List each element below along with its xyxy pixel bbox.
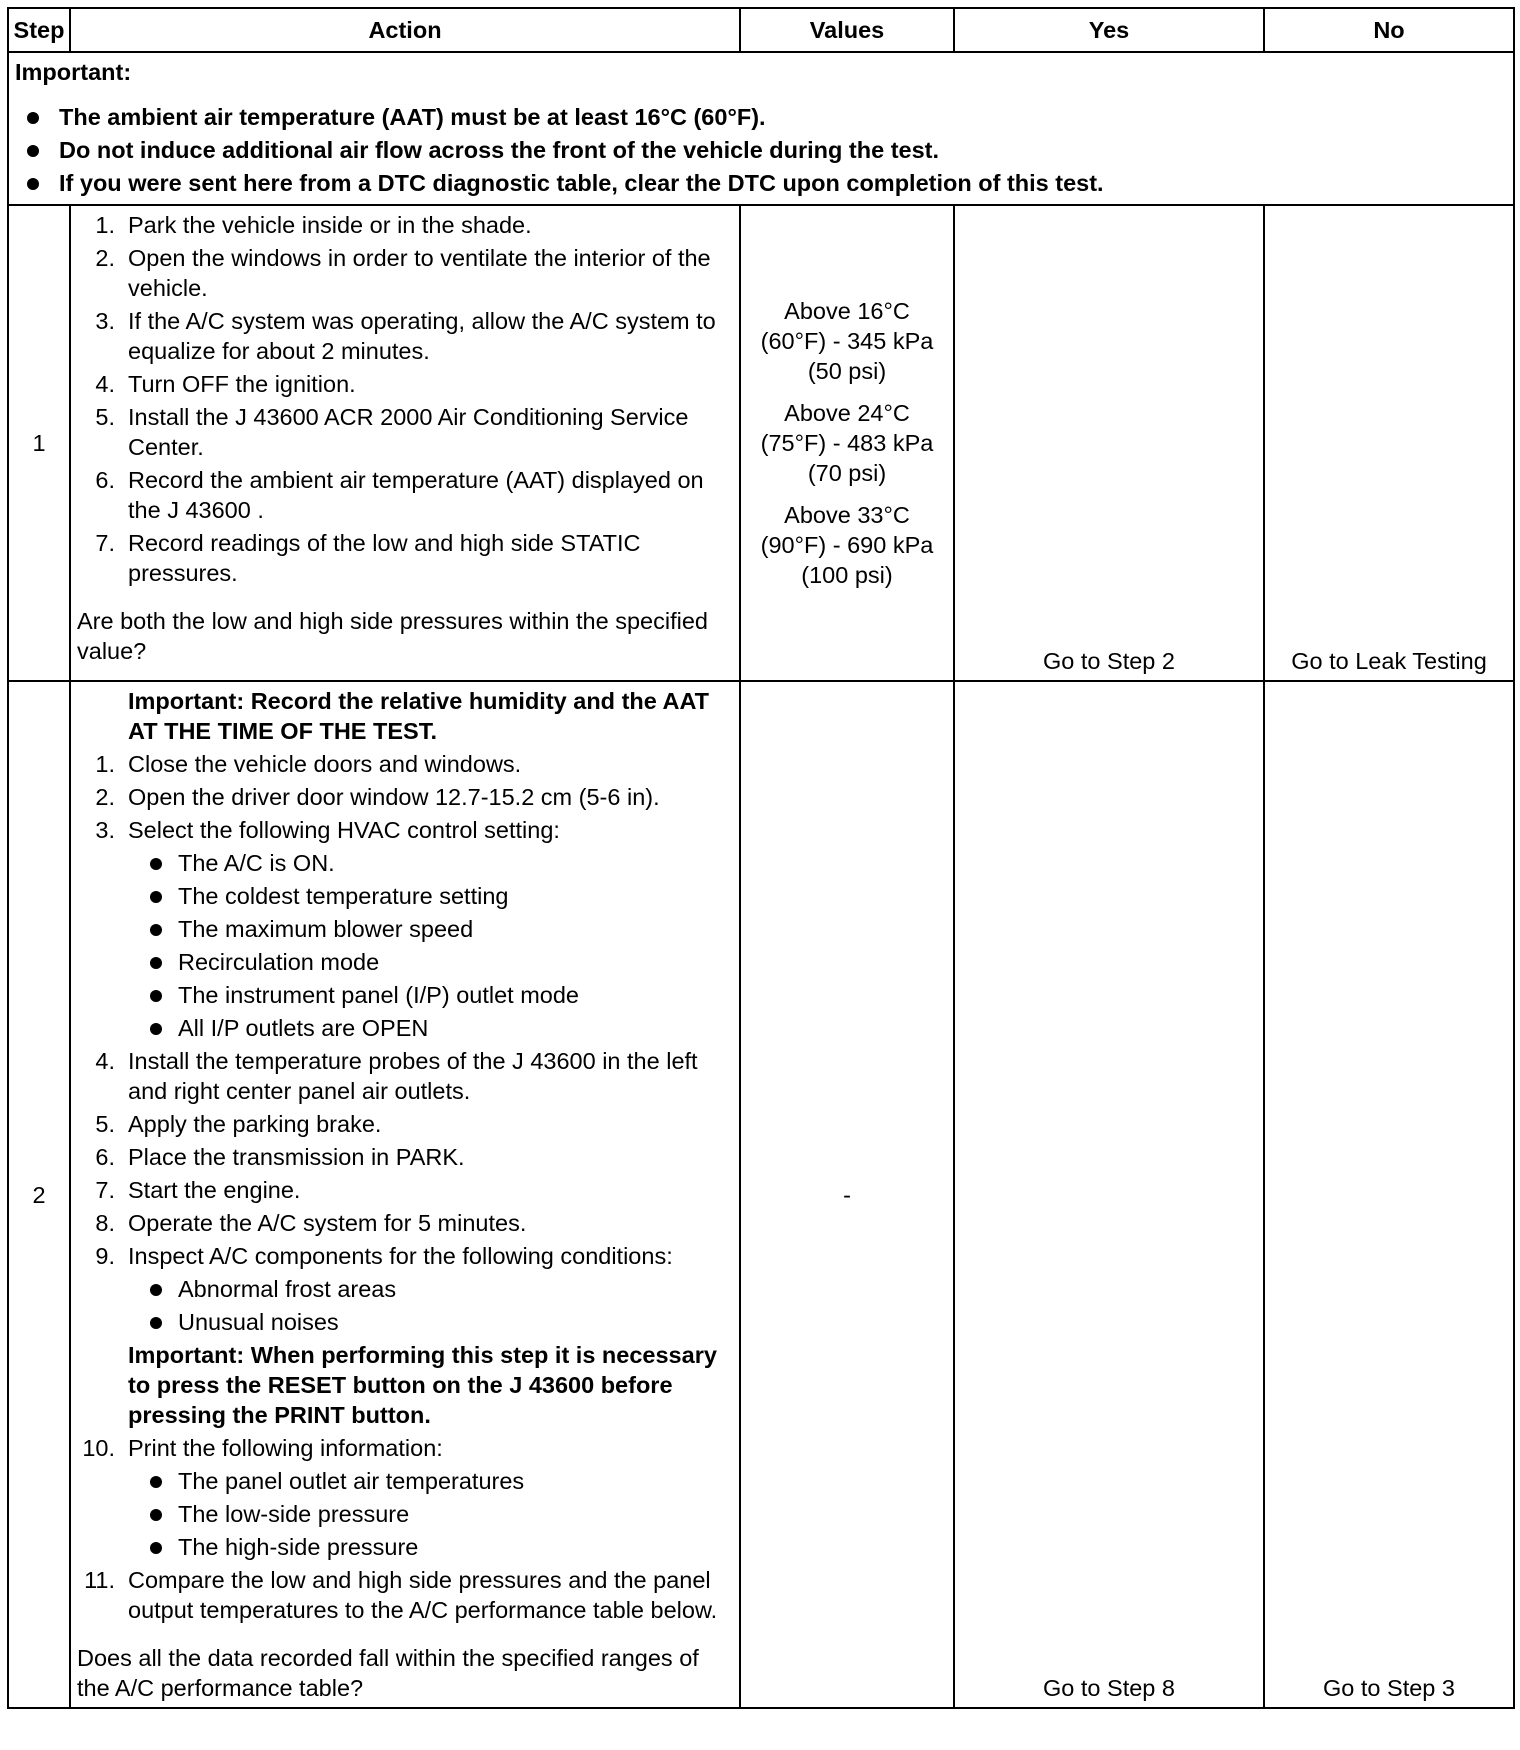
important-bullet: The ambient air temperature (AAT) must be at least 16°C (60°F). [15,101,1507,134]
header-yes: Yes [954,8,1264,52]
sub-item: The high-side pressure [128,1532,733,1562]
no-cell: Go to Leak Testing [1264,205,1514,681]
sub-item: The low-side pressure [128,1499,733,1529]
action-item: 5. Install the J 43600 ACR 2000 Air Conditioning Service Center. [95,404,689,460]
action-list [77,686,733,1625]
step-number: 1 [8,205,70,681]
sub-item: The instrument panel (I/P) outlet mode [128,980,733,1010]
header-action: Action [70,8,740,52]
table-row [8,681,1514,1708]
action-item: 10. Print the following information: The panel outlet air temperatures The low-side pressure The high-side pressure [77,1433,733,1562]
action-item: 4. Turn OFF the ignition. [95,371,356,397]
no-cell: Go to Step 3 [1264,681,1514,1708]
value-group: Above 33°C (90°F) - 690 kPa (100 psi) [760,502,934,588]
action-item: 1. Park the vehicle inside or in the shade. [95,212,532,238]
action-item: 9. Inspect A/C components for the following conditions: Abnormal frost areas Unusual noises [77,1241,733,1337]
action-cell [70,681,740,1708]
table-row [8,205,1514,681]
sub-item: The coldest temperature setting [128,881,733,911]
sub-item: The panel outlet air temperatures [128,1466,733,1496]
important-bullet: Do not induce additional air flow across the front of the vehicle during the test. [15,134,1507,167]
action-item: 6. Place the transmission in PARK. [95,1144,465,1170]
header-row [8,8,1514,52]
action-item: 3. If the A/C system was operating, allow the A/C system to equalize for about 2 minutes. [95,308,716,364]
values-cell [740,205,954,681]
step-number: 2 [8,681,70,1708]
question-text: Are both the low and high side pressures within the specified value? [77,608,708,664]
sub-list [128,1466,733,1562]
important-label: Important: [15,59,132,85]
sub-item: Recirculation mode [128,947,733,977]
yes-cell: Go to Step 8 [954,681,1264,1708]
action-item: 2. Open the windows in order to ventilate the interior of the vehicle. [95,245,711,301]
values-cell: - [740,681,954,1708]
value-group: Above 16°C (60°F) - 345 kPa (50 psi) [760,298,934,384]
sub-item: The A/C is ON. [128,848,733,878]
important-note: Important: Record the relative humidity and the AAT AT THE TIME OF THE TEST. [128,688,710,744]
action-cell [70,205,740,681]
action-item: 11. Compare the low and high side pressures and the panel output temperatures to the A/C performance table below. [84,1567,718,1623]
yes-cell: Go to Step 2 [954,205,1264,681]
action-item: 7. Record readings of the low and high side STATIC pressures. [95,530,641,586]
action-item: 2. Open the driver door window 12.7-15.2 cm (5-6 in). [95,784,660,810]
sub-item: Unusual noises [128,1307,733,1337]
question-text: Does all the data recorded fall within the specified ranges of the A/C performance table? [77,1645,699,1701]
action-item: 4. Install the temperature probes of the J 43600 in the left and right center panel air outlets. [95,1048,698,1104]
important-row [8,52,1514,205]
action-item: 1. Close the vehicle doors and windows. [95,751,522,777]
action-item: 7. Start the engine. [95,1177,301,1203]
action-item: 5. Apply the parking brake. [95,1111,382,1137]
important-bullet: If you were sent here from a DTC diagnostic table, clear the DTC upon completion of this test. [15,167,1507,200]
important-cell [8,52,1514,205]
header-step: Step [8,8,70,52]
sub-item: All I/P outlets are OPEN [128,1013,733,1043]
sub-item: Abnormal frost areas [128,1274,733,1304]
action-item: 8. Operate the A/C system for 5 minutes. [95,1210,527,1236]
header-values: Values [740,8,954,52]
action-item: 6. Record the ambient air temperature (AAT) displayed on the J 43600 . [95,467,704,523]
important-list [15,101,1507,200]
sub-list [128,848,733,1043]
sub-item: The maximum blower speed [128,914,733,944]
value-group: Above 24°C (75°F) - 483 kPa (70 psi) [760,400,934,486]
sub-list [128,1274,733,1337]
important-note: Important: When performing this step it is necessary to press the RESET button on the J 43600 before pressing the PRINT button. [128,1342,717,1428]
header-no: No [1264,8,1514,52]
action-list [77,210,733,588]
action-item: 3. Select the following HVAC control setting: The A/C is ON. The coldest temperature setting The maximum blower speed Recirculation mode The instrument panel (I/P) outlet mode All I/P outlets are OPEN [77,815,733,1043]
diagnostic-table [7,7,1515,1709]
